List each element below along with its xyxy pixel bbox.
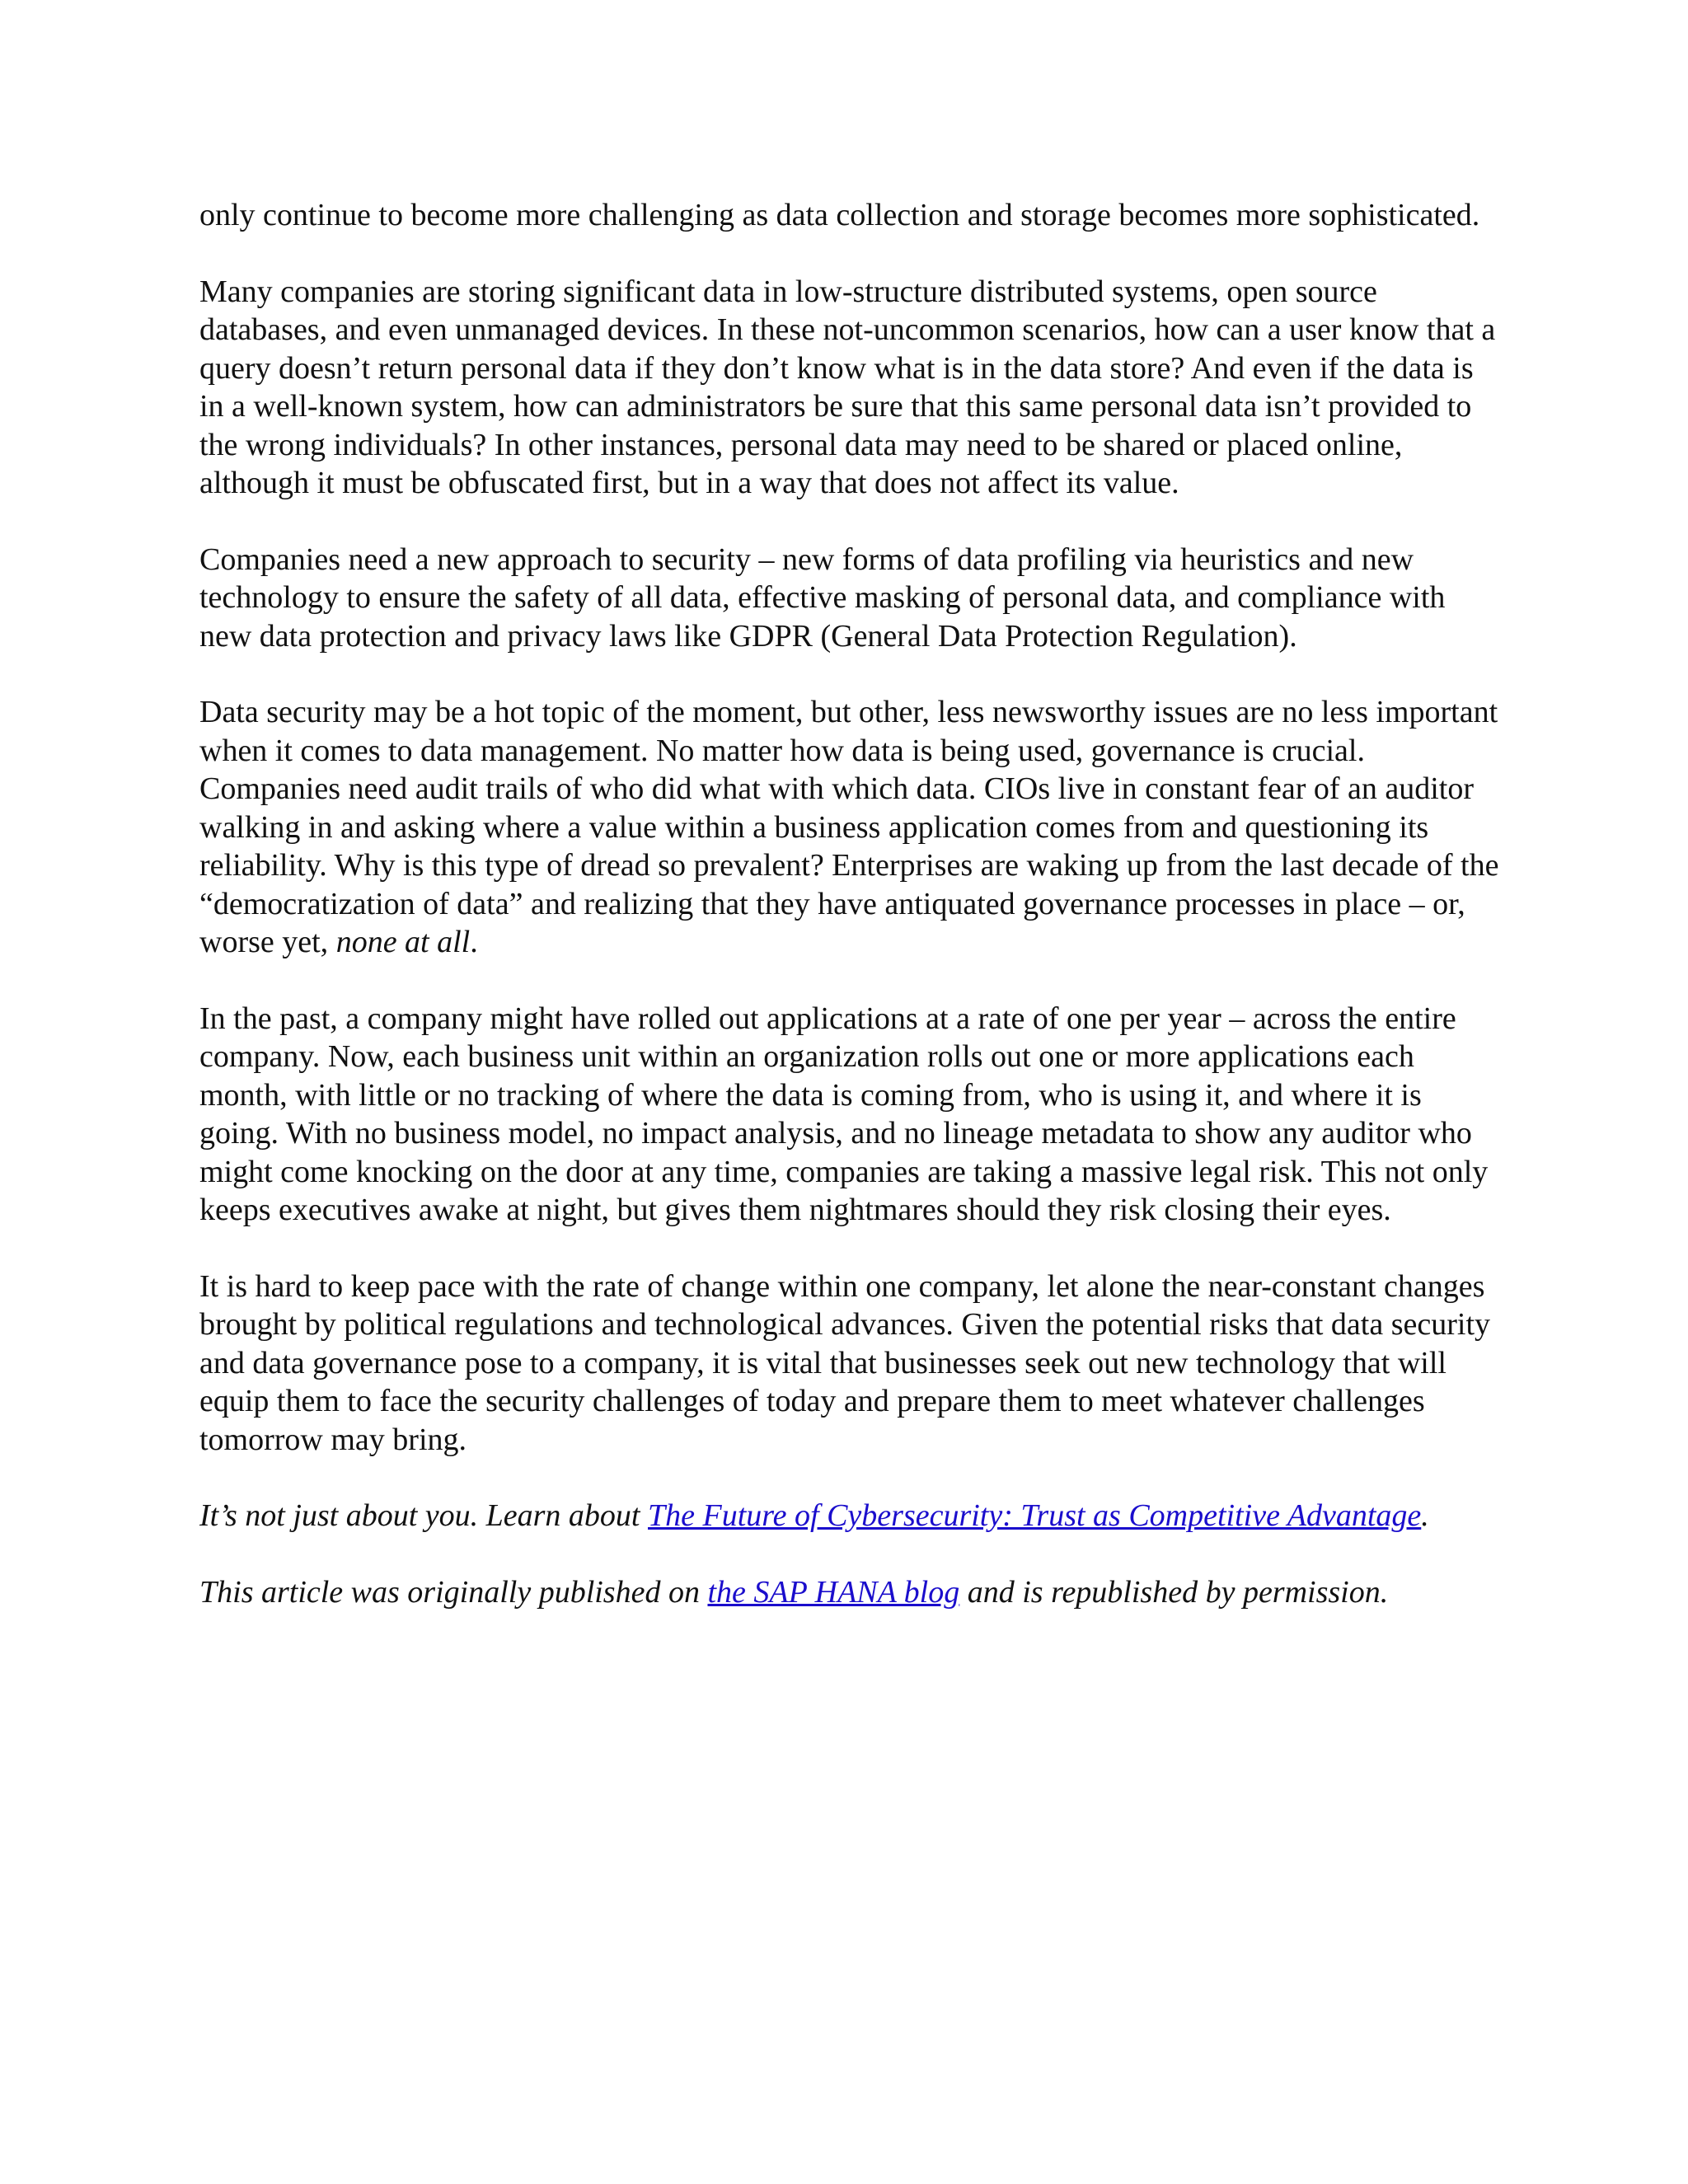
paragraph-pace-of-change: It is hard to keep pace with the rate of change within one company, let alone the near-constant changes brought by political regulations and technological advances. Given the potential risks that data security and data governance pose to a company, it is vital that businesses seek out new technology that will equip them to face the security challenges of today and prepare them to meet whatever challenges tomorrow may bring. (199, 1268, 1490, 1457)
governance-text: Data security may be a hot topic of the moment, but other, less newsworthy issues are no less important when it comes to data management. No matter how data is being used, governance is crucial. Companies need audit trails of who did what with which data. CIOs live in constant fear of an auditor walking in and asking where a value within a business application comes from and questioning its reliability. Why is this type of dread so prevalent? Enterprises are waking up from the last decade of the “democratization of data” and realizing that they have antiquated governance processes in place – or, worse yet, (199, 695, 1499, 959)
paragraph-new-approach: Companies need a new approach to security – new forms of data profiling via heuristics and new technology to ensure the safety of all data, effective masking of personal data, and compliance with new data protection and privacy laws like GDPR (General Data Protection Regulation). (199, 541, 1446, 654)
attribution-paragraph (199, 1573, 1502, 1612)
governance-text-end: . (470, 925, 478, 959)
promo-lead: It’s not just about you. Learn about (199, 1498, 648, 1533)
attribution-tail: and is republished by permission. (959, 1574, 1389, 1610)
paragraph-governance (199, 693, 1502, 962)
paragraph-data-storage: Many companies are storing significant data in low-structure distributed systems, open source databases, and even unmanaged devices. In these not-uncommon scenarios, how can a user know that a query doesn’t return personal data if they don’t know what is in the data store? And even if the data is in a well-known system, how can administrators be sure that this same personal data isn’t provided to the wrong individuals? In other instances, personal data may need to be shared or placed online, although it must be obfuscated first, but in a way that does not affect its value. (199, 274, 1496, 500)
sap-hana-blog-link[interactable]: the SAP HANA blog (707, 1574, 960, 1610)
article-body (199, 196, 1502, 1649)
paragraph-past-applications: In the past, a company might have rolled out applications at a rate of one per year – across the entire company. Now, each business unit within an organization rolls out one or more applications each month, with little or no tracking of where the data is coming from, who is using it, and where it is going. With no business model, no impact analysis, and no lineage metadata to show any auditor who might come knocking on the door at any time, companies are taking a massive legal risk. This not only keeps executives awake at night, but gives them nightmares should they risk closing their eyes. (199, 1001, 1489, 1227)
paragraph-continuation: only continue to become more challenging as data collection and storage becomes more sophisticated. (199, 198, 1480, 232)
promo-tail: . (1421, 1498, 1429, 1533)
attribution-lead: This article was originally published on (199, 1574, 708, 1610)
promo-paragraph (199, 1497, 1502, 1535)
future-of-cybersecurity-link[interactable]: The Future of Cybersecurity: Trust as Competitive Advantage (648, 1498, 1422, 1533)
governance-emphasis: none at all (335, 925, 471, 959)
